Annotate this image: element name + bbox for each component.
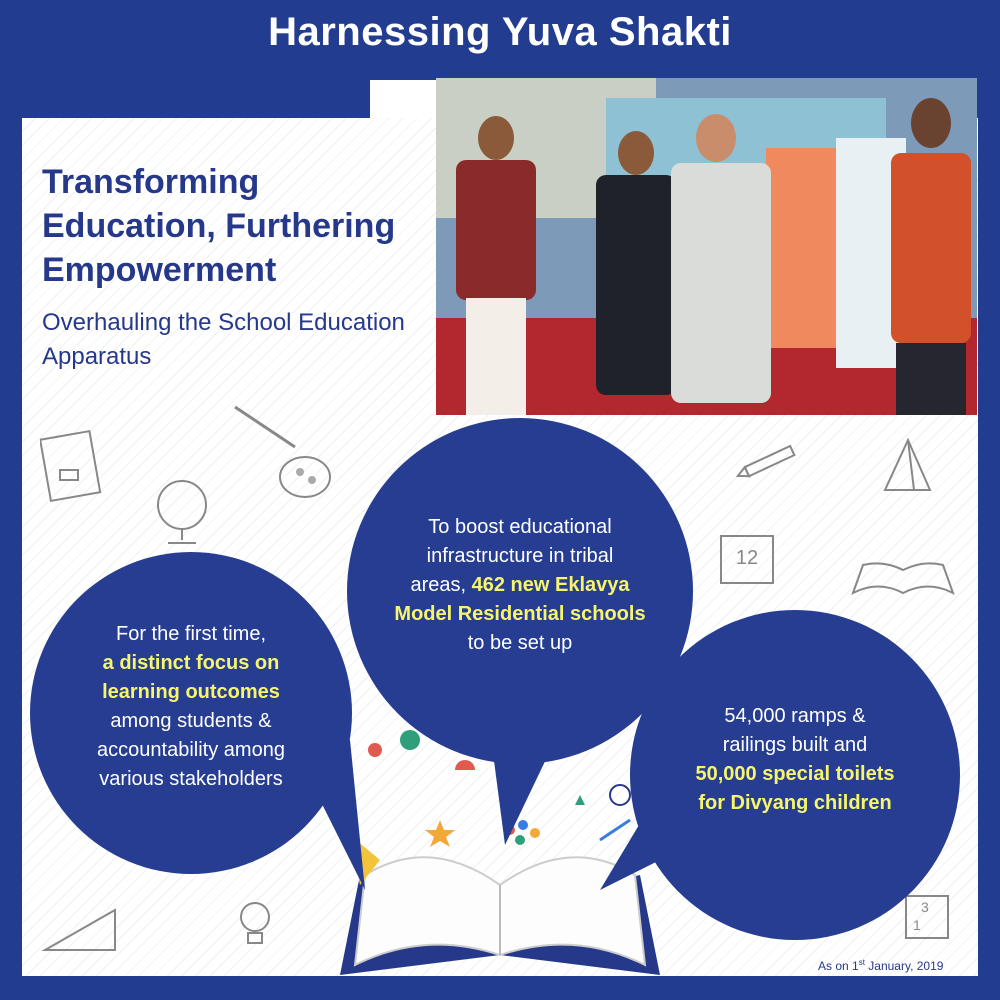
calendar-icon (720, 535, 774, 584)
lightbulb-icon (230, 895, 280, 955)
open-book-doodle-icon (848, 555, 958, 600)
page-header: Harnessing Yuva Shakti (268, 10, 732, 54)
bubble-line: among students & (110, 710, 272, 732)
footnote-prefix: As on 1 (818, 959, 859, 973)
divyang-toilets-bubble (630, 610, 960, 940)
palette-brush-icon (230, 402, 340, 512)
dice-icon (905, 895, 949, 939)
bubble-line: infrastructure in tribal (426, 545, 614, 567)
bubble-line: 54,000 ramps & (724, 705, 866, 727)
bubble-highlight: Model Residential schools (394, 603, 646, 625)
bubble-text (30, 620, 352, 794)
bubble-highlight: a distinct focus on (102, 652, 280, 674)
footnote-sup: st (858, 958, 865, 967)
date-footnote (818, 958, 943, 973)
bubble-text (347, 513, 693, 658)
pyramid-icon (880, 435, 940, 500)
section-title: Transforming Education, Furthering Empowerment (42, 163, 396, 289)
dice-side-number: 1 (913, 917, 921, 933)
bubble-line: railings built and (722, 734, 868, 756)
globe-icon (150, 475, 220, 550)
bubble-line: various stakeholders (99, 768, 283, 790)
pencil-icon (735, 432, 805, 492)
event-photo (436, 78, 977, 415)
bubble-line: For the first time, (115, 623, 267, 645)
bubble-line-prefix: areas, (410, 574, 472, 596)
bubble-text (630, 702, 960, 818)
set-square-icon (40, 900, 120, 960)
calendar-number: 12 (735, 547, 759, 569)
bubble-highlight: for Divyang children (698, 792, 892, 814)
bubble-highlight: 462 new Eklavya (471, 574, 630, 596)
bubble-line (347, 571, 693, 600)
event-photo-illustration (436, 78, 977, 415)
bubble-line: to be set up (467, 632, 573, 654)
bubble-line: To boost educational (428, 516, 612, 538)
footnote-suffix: January, 2019 (864, 959, 944, 973)
book-doodle-icon (40, 425, 110, 505)
bubble-line: accountability among (97, 739, 285, 761)
dice-top-number: 3 (921, 899, 929, 915)
bubble-highlight: learning outcomes (102, 681, 280, 703)
learning-outcomes-bubble (30, 552, 352, 874)
section-subtitle: Overhauling the School Education Apparatus (42, 309, 405, 370)
bubble-highlight: 50,000 special toilets (695, 763, 895, 785)
